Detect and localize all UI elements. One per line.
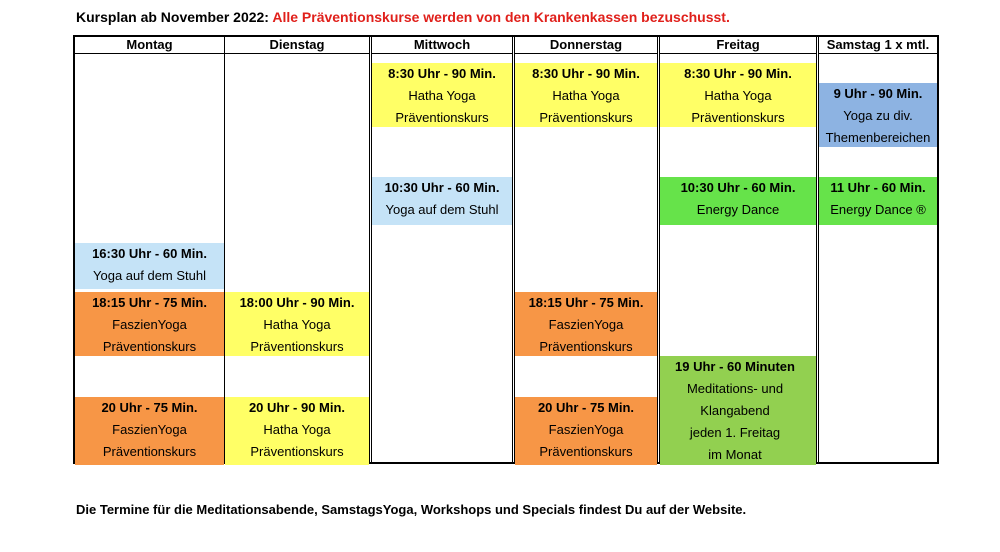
course-time: 16:30 Uhr - 60 Min. (92, 246, 207, 261)
course-name: FaszienYoga (548, 422, 624, 437)
course-time: 9 Uhr - 90 Min. (833, 86, 923, 101)
course-donnerstag-2 (515, 292, 657, 356)
course-time: 11 Uhr - 60 Min. (830, 180, 926, 195)
course-type: Präventionskurs (250, 444, 344, 459)
course-name: FaszienYoga (548, 317, 624, 332)
course-dienstag-2 (225, 397, 369, 465)
course-time: 10:30 Uhr - 60 Min. (680, 180, 796, 195)
course-freitag-2 (660, 177, 816, 225)
course-samstag-1 (819, 83, 937, 147)
course-type: Präventionskurs (102, 444, 197, 459)
course-time: 10:30 Uhr - 60 Min. (384, 180, 500, 195)
course-type: Präventionskurs (395, 110, 489, 125)
course-time: 8:30 Uhr - 90 Min. (388, 66, 496, 81)
title-highlight: Alle Präventionskurse werden von den Krankenkassen bezuschusst. (272, 9, 730, 25)
column-mittwoch (372, 37, 515, 462)
column-montag (75, 37, 225, 462)
course-donnerstag-1 (515, 63, 657, 127)
course-time: 18:15 Uhr - 75 Min. (528, 295, 644, 310)
course-time: 19 Uhr - 60 Minuten (675, 359, 795, 374)
course-time: 8:30 Uhr - 90 Min. (684, 66, 792, 81)
course-type: Präventionskurs (539, 339, 633, 354)
course-schedule: jeden 1. Freitag (689, 425, 781, 440)
course-name: FaszienYoga (112, 422, 187, 437)
course-name: Hatha Yoga (552, 88, 620, 103)
footer-note: Die Termine für die Meditationsabende, SamstagsYoga, Workshops und Specials findest Du auf der Website. (76, 502, 747, 517)
course-type: Präventionskurs (539, 444, 633, 459)
course-time: 20 Uhr - 75 Min. (101, 400, 198, 415)
course-donnerstag-3 (515, 397, 657, 465)
day-header-mittwoch: Mittwoch (372, 37, 512, 54)
course-time: 18:15 Uhr - 75 Min. (92, 295, 207, 310)
course-mittwoch-2 (372, 177, 512, 225)
course-freitag-1 (660, 63, 816, 127)
course-name: Hatha Yoga (704, 88, 772, 103)
day-header-samstag: Samstag 1 x mtl. (819, 37, 937, 54)
day-header-dienstag: Dienstag (225, 37, 369, 54)
course-name: Meditations- und (686, 381, 784, 396)
course-name: FaszienYoga (112, 317, 187, 332)
course-name: Hatha Yoga (263, 317, 331, 332)
course-time: 20 Uhr - 75 Min. (537, 400, 635, 415)
course-name-cont: Klangabend (700, 403, 770, 418)
title-prefix: Kursplan ab November 2022: (76, 9, 269, 25)
course-type: Präventionskurs (691, 110, 785, 125)
course-type: Präventionskurs (539, 110, 633, 125)
day-header-freitag: Freitag (660, 37, 816, 54)
course-type: Präventionskurs (250, 339, 344, 354)
course-name: Yoga zu div. (843, 108, 913, 123)
course-schedule-cont: im Monat (708, 447, 762, 462)
course-name: Hatha Yoga (263, 422, 331, 437)
course-name: Energy Dance (696, 202, 780, 217)
course-time: 8:30 Uhr - 90 Min. (532, 66, 640, 81)
course-mittwoch-1 (372, 63, 512, 127)
column-freitag (660, 37, 819, 462)
course-montag-2 (75, 292, 224, 356)
course-time: 20 Uhr - 90 Min. (248, 400, 346, 415)
course-dienstag-1 (225, 292, 369, 356)
day-header-montag: Montag (75, 37, 224, 54)
course-freitag-3 (660, 356, 816, 465)
course-type: Präventionskurs (102, 339, 197, 354)
column-donnerstag (515, 37, 660, 462)
course-name-cont: Themenbereichen (825, 130, 931, 145)
course-name: Yoga auf dem Stuhl (93, 268, 206, 283)
day-header-donnerstag: Donnerstag (515, 37, 657, 54)
course-montag-3 (75, 397, 224, 465)
column-samstag (819, 37, 937, 462)
course-time: 18:00 Uhr - 90 Min. (239, 295, 355, 310)
course-name: Yoga auf dem Stuhl (385, 202, 499, 217)
schedule-table (73, 35, 939, 464)
course-samstag-2 (819, 177, 937, 225)
course-name: Energy Dance ® (830, 202, 926, 217)
page-title (76, 9, 730, 25)
column-dienstag (225, 37, 372, 462)
course-name: Hatha Yoga (408, 88, 476, 103)
course-montag-1 (75, 243, 224, 289)
